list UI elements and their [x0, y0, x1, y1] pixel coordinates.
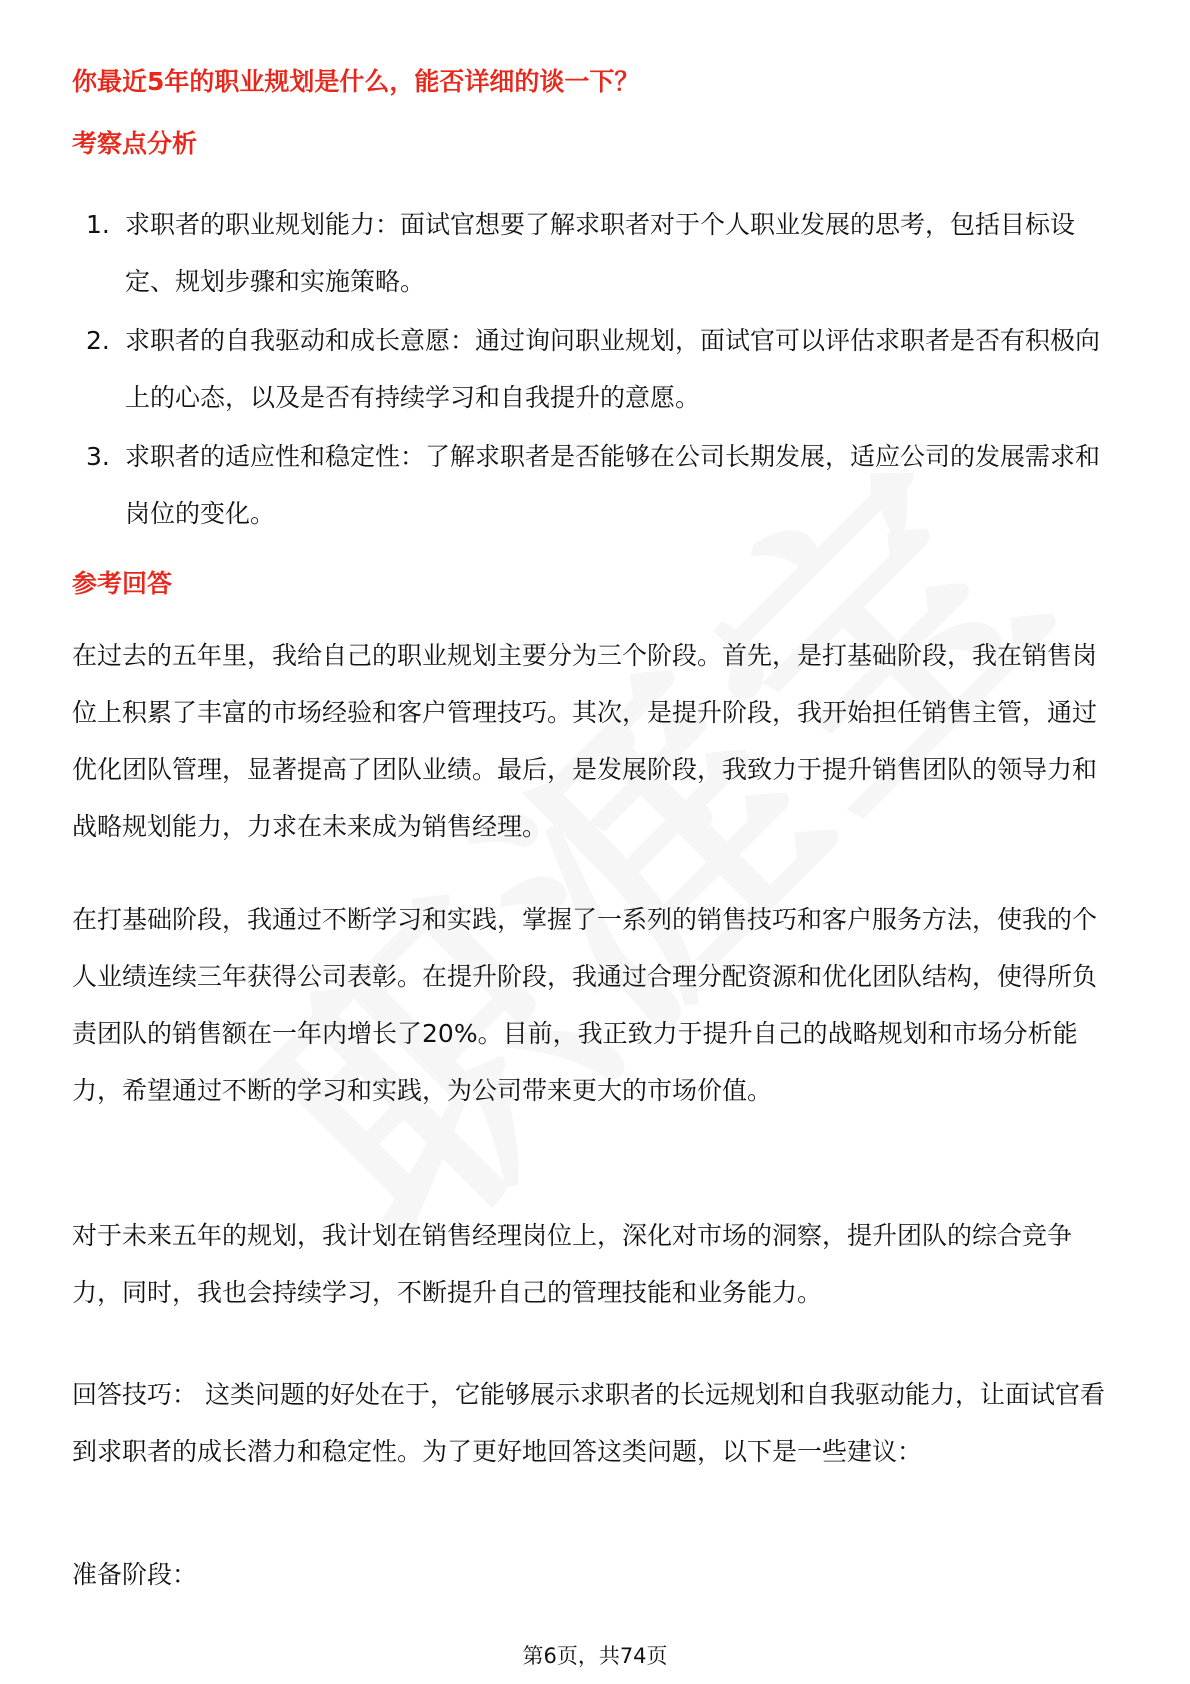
analysis-item-text: 求职者的适应性和稳定性：了解求职者是否能够在公司长期发展，适应公司的发展需求和岗位的变化。	[125, 442, 1101, 528]
analysis-item-text: 求职者的自我驱动和成长意愿：通过询问职业规划，面试官可以评估求职者是否有积极向上的心态，以及是否有持续学习和自我提升的意愿。	[125, 326, 1101, 412]
analysis-item	[72, 196, 1112, 310]
answer-paragraph: 在打基础阶段，我通过不断学习和实践，掌握了一系列的销售技巧和客户服务方法，使我的个人业绩连续三年获得公司表彰。在提升阶段，我通过合理分配资源和优化团队结构，使得所负责团队的销售额在一年内增长了20%。目前，我正致力于提升自己的战略规划和市场分析能力，希望通过不断的学习和实践，为公司带来更大的市场价值。	[72, 905, 1098, 1105]
preparation-stage-label: 准备阶段：	[72, 1560, 198, 1589]
analysis-heading: 考察点分析	[72, 129, 198, 158]
analysis-item	[72, 428, 1112, 542]
answer-paragraph: 对于未来五年的规划，我计划在销售经理岗位上，深化对市场的洞察，提升团队的综合竞争力，同时，我也会持续学习，不断提升自己的管理技能和业务能力。	[72, 1221, 1073, 1307]
answer-tips-paragraph: 回答技巧： 这类问题的好处在于，它能够展示求职者的长远规划和自我驱动能力，让面试官看到求职者的成长潜力和稳定性。为了更好地回答这类问题，以下是一些建议：	[72, 1380, 1105, 1466]
analysis-list	[72, 196, 1112, 544]
analysis-item	[72, 312, 1112, 426]
answer-paragraph: 在过去的五年里，我给自己的职业规划主要分为三个阶段。首先，是打基础阶段，我在销售岗位上积累了丰富的市场经验和客户管理技巧。其次，是提升阶段，我开始担任销售主管，通过优化团队管理，显著提高了团队业绩。最后，是发展阶段，我致力于提升销售团队的领导力和战略规划能力，力求在未来成为销售经理。	[72, 641, 1098, 841]
analysis-item-number: 3.	[86, 442, 110, 471]
analysis-item-number: 2.	[86, 326, 110, 355]
reference-heading: 参考回答	[72, 569, 173, 598]
page-number-footer: 第6页，共74页	[522, 1644, 668, 1668]
question-title: 你最近5年的职业规划是什么，能否详细的谈一下？	[72, 67, 640, 96]
analysis-item-number: 1.	[86, 210, 110, 239]
analysis-item-text: 求职者的职业规划能力：面试官想要了解求职者对于个人职业发展的思考，包括目标设定、规划步骤和实施策略。	[125, 210, 1076, 296]
